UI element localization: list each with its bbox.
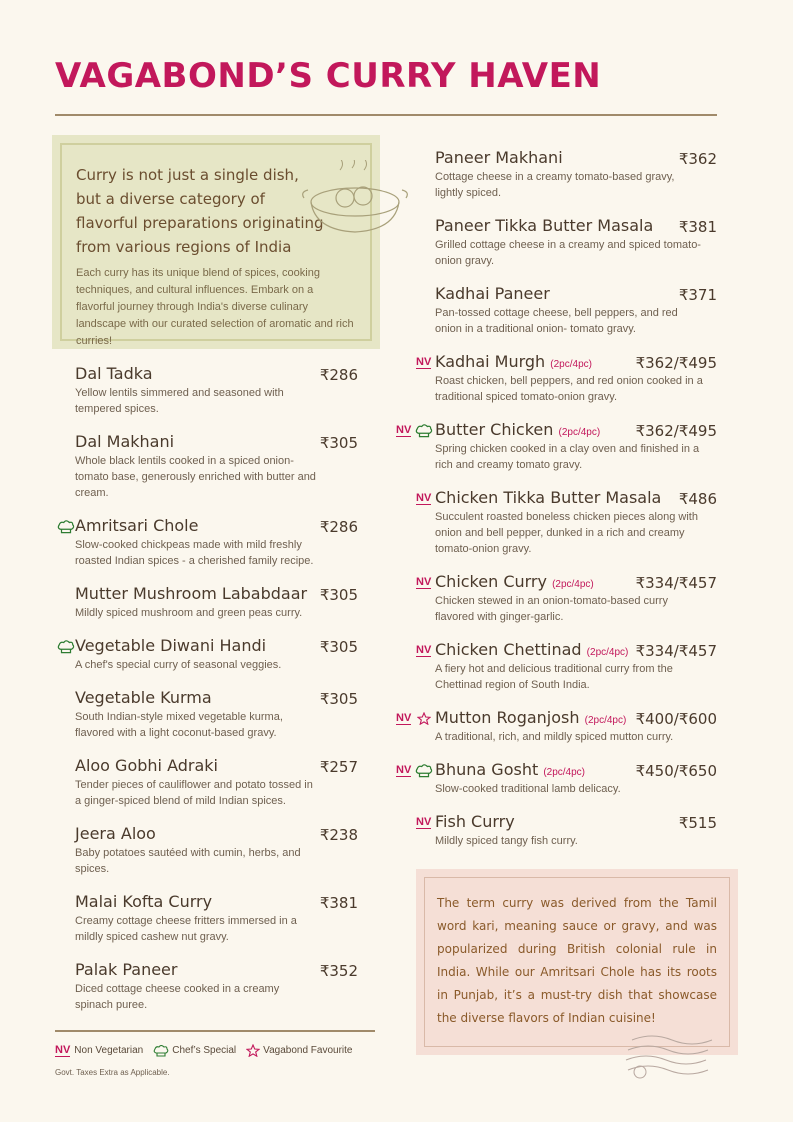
- non-veg-badge: NV: [416, 644, 432, 656]
- item-description: Succulent roasted boneless chicken pieces along with onion and bell pepper, dunked in a rich and creamy tomato-onion gravy.: [435, 511, 698, 555]
- item-description: Grilled cottage cheese in a creamy and spiced tomato-onion gravy.: [435, 239, 701, 267]
- item-price: ₹362/₹495: [635, 422, 717, 440]
- menu-item: [75, 364, 320, 417]
- item-description: Baby potatoes sautéed with cumin, herbs, and spices.: [75, 847, 301, 875]
- item-portion: (2pc/4pc): [586, 647, 629, 658]
- menu-item: [75, 636, 320, 673]
- legend: [55, 1044, 356, 1057]
- chef-hat-icon: [153, 1045, 169, 1057]
- item-name-line: [435, 148, 705, 167]
- item-portion: (2pc/4pc): [543, 767, 586, 778]
- chef-legend-label: Chef’s Special: [172, 1045, 237, 1056]
- menu-item: [75, 584, 320, 621]
- menu-item: [435, 216, 705, 269]
- item-description: Mildly spiced mushroom and green peas curry.: [75, 607, 303, 619]
- item-price: ₹305: [319, 434, 358, 452]
- item-name: Palak Paneer: [75, 960, 178, 979]
- chef-hat-icon: [415, 424, 433, 443]
- item-description: Whole black lentils cooked in a spiced onion-tomato base, generously enriched with butter and cream.: [75, 455, 316, 499]
- item-price: ₹400/₹600: [635, 710, 717, 728]
- non-veg-badge: NV: [416, 356, 432, 368]
- item-name-line: [435, 284, 705, 303]
- item-name: Malai Kofta Curry: [75, 892, 213, 911]
- item-name: Kadhai Murgh: [435, 352, 546, 371]
- chef-hat-icon: [57, 640, 75, 659]
- item-name: Chicken Curry: [435, 572, 547, 591]
- menu-item: [435, 284, 705, 337]
- item-description: A chef's special curry of seasonal veggies.: [75, 659, 282, 671]
- non-veg-badge: NV: [416, 492, 432, 504]
- item-description: Roast chicken, bell peppers, and red onion cooked in a traditional spiced tomato-onion gravy.: [435, 375, 703, 403]
- item-portion: (2pc/4pc): [584, 715, 627, 726]
- item-description: Tender pieces of cauliflower and potato tossed in a ginger-spiced blend of mild Indian spices.: [75, 779, 313, 807]
- item-name: Butter Chicken: [435, 420, 554, 439]
- item-price: ₹515: [678, 814, 717, 832]
- item-price: ₹334/₹457: [635, 642, 717, 660]
- item-name: Vegetable Kurma: [75, 688, 212, 707]
- non-veg-badge: NV: [396, 712, 412, 724]
- item-description: Slow-cooked chickpeas made with mild freshly roasted Indian spices - a cherished family recipe.: [75, 539, 314, 567]
- item-description: South Indian-style mixed vegetable kurma, flavored with a light coconut-based gravy.: [75, 711, 283, 739]
- item-portion: (2pc/4pc): [550, 359, 592, 370]
- item-price: ₹305: [319, 638, 358, 656]
- item-name: Aloo Gobhi Adraki: [75, 756, 218, 775]
- item-description: Pan-tossed cottage cheese, bell peppers, and red onion in a traditional onion- tomato gravy.: [435, 307, 678, 335]
- item-price: ₹381: [319, 894, 358, 912]
- menu-item: [435, 812, 705, 849]
- item-price: ₹305: [319, 586, 358, 604]
- item-name: Amritsari Chole: [75, 516, 199, 535]
- item-description: Slow-cooked traditional lamb delicacy.: [435, 783, 621, 795]
- menu-item: [75, 824, 320, 877]
- item-name-line: [435, 216, 705, 235]
- item-portion: (2pc/4pc): [552, 579, 594, 590]
- item-name: Paneer Makhani: [435, 148, 563, 167]
- star-icon: [417, 712, 431, 730]
- trivia-frame: [424, 877, 730, 1047]
- item-description: Chicken stewed in an onion-tomato-based curry flavored with ginger-garlic.: [435, 595, 668, 623]
- chef-hat-icon: [57, 520, 75, 539]
- non-veg-badge: NV: [416, 576, 432, 588]
- menu-item: [75, 432, 320, 501]
- item-name: Vegetable Diwani Handi: [75, 636, 267, 655]
- title-divider: [55, 114, 717, 116]
- item-name: Dal Makhani: [75, 432, 175, 451]
- non-veg-badge: NV: [396, 424, 412, 436]
- item-name-line: [435, 812, 705, 831]
- postmark-icon: [622, 1028, 722, 1084]
- item-name: Mutton Roganjosh: [435, 708, 580, 727]
- item-price: ₹305: [319, 690, 358, 708]
- star-icon: [246, 1044, 260, 1057]
- menu-item: [75, 688, 320, 741]
- item-name: Chicken Tikka Butter Masala: [435, 488, 662, 507]
- item-price: ₹257: [319, 758, 358, 776]
- item-description: Diced cottage cheese cooked in a creamy spinach puree.: [75, 983, 280, 1011]
- non-veg-badge: NV: [396, 764, 412, 776]
- item-name: Paneer Tikka Butter Masala: [435, 216, 654, 235]
- item-price: ₹486: [678, 490, 717, 508]
- item-price: ₹371: [678, 286, 717, 304]
- item-description: A fiery hot and delicious traditional curry from the Chettinad region of South India.: [435, 663, 673, 691]
- item-name: Dal Tadka: [75, 364, 153, 383]
- item-name: Bhuna Gosht: [435, 760, 539, 779]
- item-price: ₹362/₹495: [635, 354, 717, 372]
- item-description: A traditional, rich, and mildly spiced mutton curry.: [435, 731, 674, 743]
- trivia-text: The term curry was derived from the Tamil word kari, meaning sauce or gravy, and was popularized during British colonial rule in India. While our Amritsari Chole has its roots in Punjab, it’s a must-try dish that showcase the diverse flavors of Indian cuisine!: [437, 896, 717, 1025]
- item-description: Mildly spiced tangy fish curry.: [435, 835, 578, 847]
- item-name: Kadhai Paneer: [435, 284, 550, 303]
- non-veg-badge: NV: [416, 816, 432, 828]
- item-price: ₹286: [319, 366, 358, 384]
- item-description: Yellow lentils simmered and seasoned with tempered spices.: [75, 387, 284, 415]
- intro-heading: Curry is not just a single dish, but a diverse category of flavorful preparations originating from various regions of India: [76, 166, 324, 256]
- nv-legend-mark: NV: [55, 1043, 71, 1056]
- item-price: ₹286: [319, 518, 358, 536]
- item-price: ₹381: [678, 218, 717, 236]
- item-price: ₹352: [319, 962, 358, 980]
- menu-item: [75, 516, 320, 569]
- chef-hat-icon: [415, 764, 433, 783]
- nv-legend-label: Non Vegetarian: [74, 1045, 144, 1056]
- intro-body: Each curry has its unique blend of spices, cooking techniques, and cultural influences. Embark on a flavorful journey through India's diverse culinary landscape with our curated selection of aromatic and rich curries!: [76, 267, 354, 347]
- item-description: Creamy cottage cheese fritters immersed in a mildly spiced cashew nut gravy.: [75, 915, 297, 943]
- item-description: Spring chicken cooked in a clay oven and finished in a rich and creamy tomato gravy.: [435, 443, 700, 471]
- menu-item: [75, 756, 320, 809]
- legend-divider: [55, 1030, 375, 1032]
- item-portion: (2pc/4pc): [558, 427, 601, 438]
- menu-item: [75, 960, 320, 1013]
- item-price: ₹238: [319, 826, 358, 844]
- item-price: ₹450/₹650: [635, 762, 717, 780]
- item-name: Jeera Aloo: [75, 824, 156, 843]
- fav-legend-label: Vagabond Favourite: [263, 1045, 353, 1056]
- item-name-line: [435, 488, 705, 507]
- item-price: ₹362: [678, 150, 717, 168]
- menu-item: [75, 892, 320, 945]
- curry-bowl-icon: [300, 160, 410, 240]
- tax-note: Govt. Taxes Extra as Applicable.: [55, 1068, 170, 1077]
- page-title: VAGABOND’S CURRY HAVEN: [55, 56, 602, 96]
- menu-item: [435, 488, 705, 557]
- menu-item: [435, 148, 705, 201]
- item-name: Mutter Mushroom Lababdaar: [75, 584, 308, 603]
- item-name: Fish Curry: [435, 812, 515, 831]
- item-price: ₹334/₹457: [635, 574, 717, 592]
- item-description: Cottage cheese in a creamy tomato-based gravy, lightly spiced.: [435, 171, 675, 199]
- item-name: Chicken Chettinad: [435, 640, 582, 659]
